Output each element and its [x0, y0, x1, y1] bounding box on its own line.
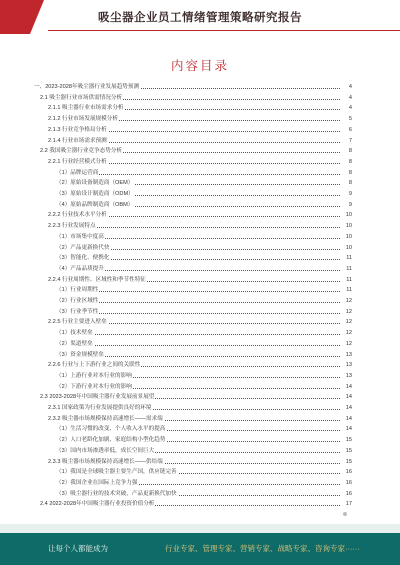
toc-entry[interactable]	[0, 328, 400, 338]
toc-entry[interactable]	[0, 146, 400, 156]
toc-entry-title: 2.2.5 行业主要进入壁垒	[48, 319, 107, 326]
toc-page-number: 4	[348, 84, 352, 90]
toc-entry-title: （2）我国企业在国际上竞争力强	[56, 479, 138, 486]
toc-entry-title: 2.2 我国吸尘器行业竞争态势分析	[40, 148, 123, 155]
toc-entry-title: （3）智能化、便携化	[56, 255, 110, 262]
toc-entry[interactable]	[0, 435, 400, 445]
footer-accent-text: 行业专家、管理专家、营销专家、战略专家、咨询专家······	[165, 544, 360, 553]
toc-page-number: 15	[345, 458, 352, 465]
toc-entry-title: 2.3.2 吸尘器市场规模保持高速增长——需求端	[48, 415, 163, 422]
toc-entry-title: 2.2.4 行业周期性、区域性和季节性特征	[48, 276, 146, 283]
toc-page-number: 16	[345, 479, 352, 486]
toc-entry-title: 2.1.3 行业竞争格局分析	[48, 126, 107, 133]
toc-page-number: 12	[345, 330, 352, 337]
toc-entry[interactable]	[0, 350, 400, 360]
toc-entry[interactable]	[0, 232, 400, 242]
toc-entry-title: （1）行业周期性	[56, 287, 99, 294]
toc-page-number: 11	[346, 265, 352, 272]
toc-leader-dots	[56, 345, 340, 346]
toc-page-number: 17	[345, 501, 352, 508]
toc-entry[interactable]	[0, 285, 400, 295]
toc-entry[interactable]	[0, 253, 400, 263]
toc-entry-title: 2.2.1 行业经营模式分析	[48, 158, 107, 165]
toc-page-number: 11	[346, 287, 352, 294]
toc-entry[interactable]	[0, 189, 400, 199]
toc-entry-title: （4）原始品牌制造商（OBM）	[56, 201, 134, 208]
toc-entry-title: （1）上游行业对本行业的影响	[56, 372, 132, 379]
toc-entry-title: （2）原始设备制造商（OEM）	[56, 180, 134, 187]
toc-page-number: 13	[345, 362, 352, 369]
toc-page-number: 16	[345, 490, 352, 497]
toc-entry-title: 2.3 2023-2028年中国吸尘器行业发展前景展望	[40, 394, 155, 401]
toc-entry[interactable]	[0, 103, 400, 113]
toc-page-number: 4	[348, 94, 352, 101]
toc-entry[interactable]	[0, 499, 400, 509]
toc-page-number: 10	[345, 223, 352, 230]
toc-page-number: 10	[345, 233, 352, 240]
toc-entry[interactable]	[0, 93, 400, 103]
toc-page-number: 15	[345, 447, 352, 454]
toc-entry[interactable]	[0, 82, 400, 92]
toc-entry[interactable]	[0, 307, 400, 317]
page-marker	[343, 512, 347, 516]
toc-entry[interactable]	[0, 424, 400, 434]
toc-entry[interactable]	[0, 168, 400, 178]
toc-entry-title: （4）产品品质提升	[56, 265, 104, 272]
toc-entry-title: （3）吸尘器行业的技术突破，产品更新换代加快	[56, 490, 177, 497]
toc-page-number: 15	[345, 437, 352, 444]
toc-entry-title: （2）产品更新换代快	[56, 244, 110, 251]
toc-entry-title: （2）渠道壁垒	[56, 340, 93, 347]
toc-entry-title: （1）品牌运营商	[56, 169, 99, 176]
toc-entry-title: 2.4 2022-2028年中国吸尘器行业投资价值分析	[40, 501, 155, 508]
toc-entry[interactable]	[0, 446, 400, 456]
toc-entry-title: 2.3.3 吸尘器市场规模保持高速增长——供给端	[48, 458, 163, 465]
toc-entry-title: （1）技术壁垒	[56, 330, 93, 337]
toc-page-number: 10	[345, 212, 352, 219]
toc-page-number: 14	[345, 405, 352, 411]
toc-entry[interactable]	[0, 221, 400, 231]
toc-entry-title: （3）行业季节性	[56, 308, 99, 315]
toc-page-number: 12	[345, 340, 352, 347]
toc-page-number: 11	[346, 276, 352, 283]
toc-page-number: 11	[346, 255, 352, 262]
toc-entry[interactable]	[0, 210, 400, 220]
toc-page-number: 16	[345, 469, 352, 476]
toc-page-number: 12	[345, 308, 352, 315]
document-title: 吸尘器企业员工情绪管理策略研究报告	[98, 12, 302, 24]
toc-page-number: 14	[345, 415, 352, 422]
toc-page-number: 4	[348, 105, 352, 112]
toc-entry-title: 2.3.1 国家政策为行业发展提供良好的环境	[48, 405, 152, 411]
toc-entry-title: 2.1.2 行业市场发展规模分析	[48, 116, 118, 123]
toc-entry[interactable]	[0, 489, 400, 499]
toc-entry[interactable]	[0, 403, 400, 413]
toc-page-number: 8	[348, 180, 352, 187]
toc-entry[interactable]	[0, 382, 400, 392]
toc-entry[interactable]	[0, 360, 400, 370]
toc-entry-title: （2）行业区域性	[56, 298, 99, 304]
toc-entry[interactable]	[0, 478, 400, 488]
toc-entry[interactable]	[0, 157, 400, 167]
toc-page-number: 5	[348, 116, 352, 123]
toc-entry-title: 2.2.2 行业技术水平分析	[48, 212, 107, 219]
toc-entry-title: （2）下游行业对本行业的影响	[56, 383, 132, 390]
toc-entry-title: （3）资金规模壁垒	[56, 351, 104, 358]
toc-entry-title: （1）我国是全球吸尘器主要生产国，供应链完善	[56, 469, 177, 476]
toc-page-number: 8	[348, 158, 352, 165]
toc-entry-title: 2.1.4 行业市场需求预测	[48, 137, 107, 144]
toc-page-number: 9	[348, 201, 352, 208]
toc-entry[interactable]	[0, 125, 400, 135]
toc-entry-title: （2）人口老龄化加剧、家庭结构小型化趋势	[56, 437, 166, 444]
toc-page-number: 6	[348, 126, 352, 133]
toc-entry[interactable]	[0, 136, 400, 146]
toc-entry[interactable]	[0, 264, 400, 274]
toc-page-number: 9	[348, 191, 352, 197]
toc-entry-title: （3）原始设计制造商（ODM）	[56, 191, 134, 197]
toc-page-number: 13	[345, 351, 352, 358]
toc-entry[interactable]	[0, 457, 400, 467]
toc-page-number: 8	[348, 148, 352, 155]
toc-entry[interactable]	[0, 296, 400, 306]
toc-entry-title: 2.1 吸尘器行业市场供需情况分析	[40, 94, 123, 101]
footer-stripe	[0, 524, 400, 533]
toc-page-number: 12	[345, 319, 352, 326]
toc-leader-dots	[56, 334, 340, 335]
toc-entry[interactable]	[0, 339, 400, 349]
toc-entry-title: 2.2.6 行业与上下游行业之间的关联性	[48, 362, 141, 369]
toc-page-number: 10	[345, 244, 352, 251]
toc-page-number: 14	[345, 383, 352, 390]
toc-entry[interactable]	[0, 392, 400, 402]
toc-page-number: 8	[348, 169, 352, 176]
toc-entry[interactable]	[0, 371, 400, 381]
toc-entry-title: 一、2023-2028年吸尘器行业发展趋势预测	[34, 84, 140, 90]
toc-entry-title: 2.1.1 吸尘器行业市场需求分析	[48, 105, 124, 112]
toc-entry-title: （1）生活习惯的改变、个人收入水平的提高	[56, 426, 166, 433]
toc-page-number: 14	[345, 426, 352, 433]
toc-entry-title: 2.2.3 行业发展特点	[48, 223, 96, 230]
toc-heading: 内容目录	[170, 59, 229, 73]
toc-entry[interactable]	[0, 200, 400, 210]
toc-entry[interactable]	[0, 414, 400, 424]
toc-entry[interactable]	[0, 178, 400, 188]
toc-page-number: 14	[345, 394, 352, 401]
toc-entry[interactable]	[0, 114, 400, 124]
toc-page-number: 12	[345, 298, 352, 304]
footer-banner	[0, 533, 400, 565]
toc-page-number: 13	[345, 372, 352, 379]
footer-text: 让每个人都能成为	[48, 544, 108, 553]
toc-entry[interactable]	[0, 467, 400, 477]
title-divider	[48, 30, 400, 31]
toc-entry[interactable]	[0, 317, 400, 327]
toc-page-number: 7	[348, 137, 352, 144]
toc-entry[interactable]	[0, 275, 400, 285]
toc-entry-title: （1）市场集中度高	[56, 233, 104, 240]
toc-entry-title: （3）国内市场渗透率低，成长空间巨大	[56, 447, 155, 454]
toc-entry[interactable]	[0, 243, 400, 253]
